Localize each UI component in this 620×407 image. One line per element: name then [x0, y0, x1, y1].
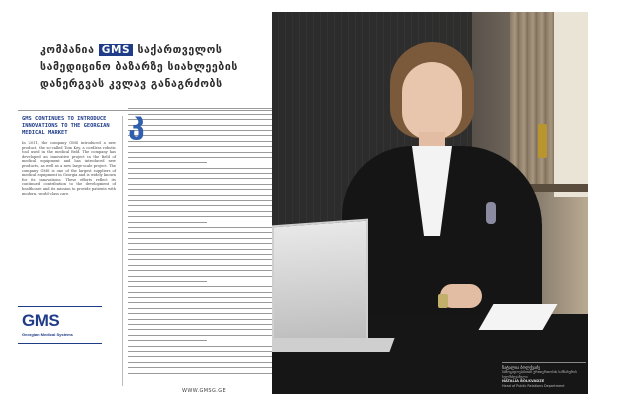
caption-role-georgian: საზოგადოებასთან ურთიერთობის სამსახურის ხელმძღვანელი — [502, 370, 577, 379]
photo-curtain — [510, 12, 554, 192]
main-article-text — [128, 104, 272, 374]
photo-caption — [502, 362, 586, 388]
gms-logo — [18, 306, 102, 344]
headline-brand: GMS — [99, 44, 133, 56]
gms-logo-mark: GMS — [22, 311, 60, 330]
article-headline — [40, 42, 280, 93]
wristwatch — [438, 294, 448, 308]
photo-lamp — [538, 124, 547, 158]
caption-role-english: Head of Public Relations Department — [502, 383, 565, 388]
headline-before-brand: კომპანია — [40, 44, 95, 56]
sidebar-body: In 2011, the company GMS introduced a new product, the so-called Tom Key, a cordless robotic tool used in the medical field. The company has developed an innovative project in the field of medical equipment and has introduced new products, as well as a new large-scale project. The company GMS is one of the largest suppliers of medical equipment in Georgia and is widely known for its innovations. These efforts reflect its continued contribution to the development of healthcare and its mission to provide patients with modern, world-class care. — [22, 141, 116, 196]
laptop-base — [272, 338, 395, 352]
english-sidebar — [22, 116, 116, 196]
article-body-lines — [128, 104, 272, 374]
photo-window — [554, 12, 588, 197]
laptop-screen — [272, 219, 368, 350]
person-face — [402, 62, 462, 140]
caption-name-georgian: ნატალია ბოლქვაძე — [502, 365, 541, 370]
column-divider — [122, 116, 123, 386]
caption-name-english: NATALIA BOLKVADZE — [502, 379, 545, 384]
gms-logo-subtitle: Georgian Medical Systems — [22, 332, 73, 337]
footer-url: WWW.GMSG.GE — [182, 388, 227, 394]
left-page — [18, 12, 272, 400]
portrait-photo — [272, 12, 588, 394]
body-text-line — [128, 368, 272, 373]
caption-rule — [502, 362, 586, 363]
person-brooch — [486, 202, 496, 224]
dropcap-letter: კ — [128, 106, 145, 141]
sidebar-title: GMS CONTINUES TO INTRODUCE INNOVATIONS TO THE GEORGIAN MEDICAL MARKET — [22, 116, 110, 136]
headline-after-brand: საქართველოს სამედიცინო ბაზარზე სიახლეების დანერგვას კვლავ განაგრძობს — [40, 44, 238, 90]
